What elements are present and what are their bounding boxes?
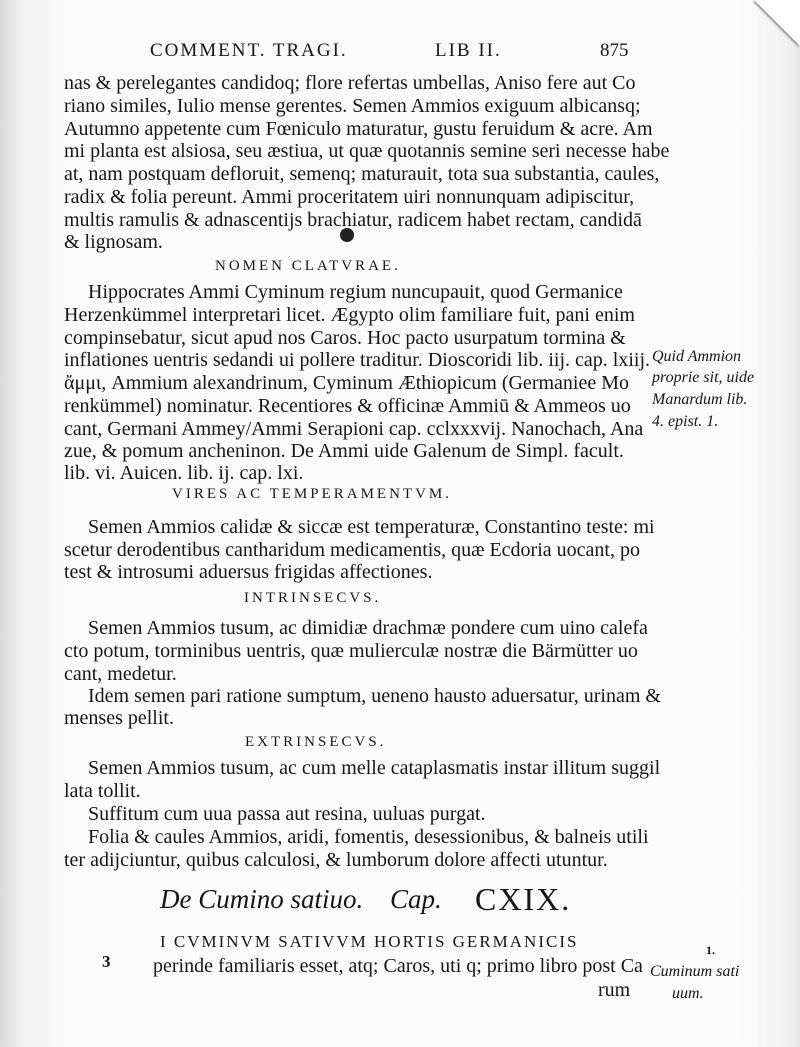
body-line: cant, medetur. [64, 663, 177, 685]
body-line: ter adijciuntur, quibus calculosi, & lumborum dolore affecti utuntur. [64, 849, 608, 871]
body-line: Suffitum cum uua passa aut resina, uuluas purgat. [88, 803, 486, 825]
body-line: mi planta est alsiosa, seu æstiua, ut quæ quotannis semine seri necesse habe [64, 140, 670, 162]
header-title: COMMENT. TRAGI. [150, 40, 348, 61]
header-book: LIB II. [435, 40, 502, 61]
page-number: 875 [600, 40, 629, 61]
body-line: Autumno appetente cum Fœniculo maturatur, gustu feruidum & acre. Am [64, 118, 653, 140]
body-line: renkümmel) nominatur. Recentiores & officinæ Ammiū & Ammeos uo [64, 395, 631, 417]
body-line: menses pellit. [64, 707, 174, 729]
body-line: Semen Ammios tusum, ac cum melle cataplasmatis instar illitum suggil [88, 757, 661, 779]
body-line: compinsebatur, sicut apud nos Caros. Hoc pacto usurpatum tormina & [64, 327, 626, 349]
body-line: ἄμμι, Ammium alexandrinum, Cyminum Æthiopicum (Germaniee Mo [64, 372, 629, 394]
margin-note-line: Cuminum sati [650, 963, 740, 980]
body-line: lib. vi. Auicen. lib. ij. cap. lxi. [64, 462, 304, 484]
body-line: multis ramulis & adnascentijs brachiatur, radicem habet rectam, candidā [64, 209, 642, 231]
body-line: & lignosam. [64, 231, 163, 253]
body-line: Semen Ammios tusum, ac dimidiæ drachmæ pondere cum uino calefa [88, 617, 648, 639]
margin-note-line: Quid Ammion [652, 348, 742, 365]
section-heading-extrinsecus: EXTRINSECVS. [245, 734, 387, 750]
margin-note-line: 4. epist. 1. [652, 413, 719, 430]
body-line: zue, & pomum ancheninon. De Ammi uide Galenum de Simpl. facult. [64, 440, 624, 462]
chapter-line: rum [598, 979, 631, 1001]
section-heading-vires: VIRES AC TEMPERAMENTVM. [172, 486, 452, 502]
body-line: inflationes uentris sedandi ui pollere traditur. Dioscoridi lib. iij. cap. lxiij. [64, 349, 650, 371]
body-line: Semen Ammios calidæ & siccæ est temperaturæ, Constantino teste: mi [88, 516, 655, 538]
section-heading-intrinsecus: INTRINSECVS. [244, 590, 382, 606]
body-line: cto potum, torminibus uentris, quæ mulierculæ nostræ die Bärmütter uo [64, 640, 638, 662]
body-line: Idem semen pari ratione sumptum, ueneno hausto aduersatur, urinam & [88, 685, 661, 707]
chapter-cap-label: Cap. [390, 884, 442, 914]
chapter-title: De Cumino satiuo. [160, 884, 364, 914]
chapter-number: CXIX. [475, 881, 572, 917]
body-line: at, nam postquam defloruit, semenq; maturauit, tota sua substantia, caules, [64, 163, 660, 185]
body-line: Herzenkümmel interpretari licet. Ægypto olim familiare fuit, pani enim [64, 304, 635, 326]
margin-note-line: Manardum lib. [652, 391, 748, 408]
chapter-line: perinde familiaris esset, atq; Caros, uti q; primo libro post Ca [153, 955, 643, 977]
body-line: Folia & caules Ammios, aridi, fomentis, desessionibus, & balneis utili [88, 826, 649, 848]
body-line: riano similes, Iulio mense gerentes. Semen Ammios exiguum albicansq; [64, 95, 641, 117]
running-header [150, 40, 650, 62]
folded-corner [754, 0, 800, 46]
body-line: lata tollit. [64, 780, 141, 802]
section-heading-nomenclature: NOMEN CLATVRAE. [215, 258, 401, 274]
body-line: test & introsumi aduersus frigidas affectiones. [64, 561, 433, 583]
margin-note-line: proprie sit, uide [652, 369, 755, 386]
body-line: nas & perelegantes candidoq; flore refertas umbellas, Aniso fere aut Co [64, 72, 636, 94]
body-line: cant, Germani Ammey/Ammi Serapioni cap. cclxxxvij. Nanochach, Ana [64, 418, 644, 440]
body-line: radix & folia pereunt. Ammi proceritatem uiri nonnunquam adipiscitur, [64, 186, 635, 208]
body-line: Hippocrates Ammi Cyminum regium nuncupauit, quod Germanice [88, 281, 623, 303]
signature-mark: 3 [102, 952, 111, 971]
margin-note-line: uum. [672, 985, 704, 1002]
margin-note-marker: 1. [706, 943, 715, 957]
chapter-line: I CVMINVM SATIVVM HORTIS GERMANICIS [160, 932, 579, 951]
body-line: scetur derodentibus cantharidum medicamentis, quæ Ecdoria uocant, po [64, 539, 640, 561]
